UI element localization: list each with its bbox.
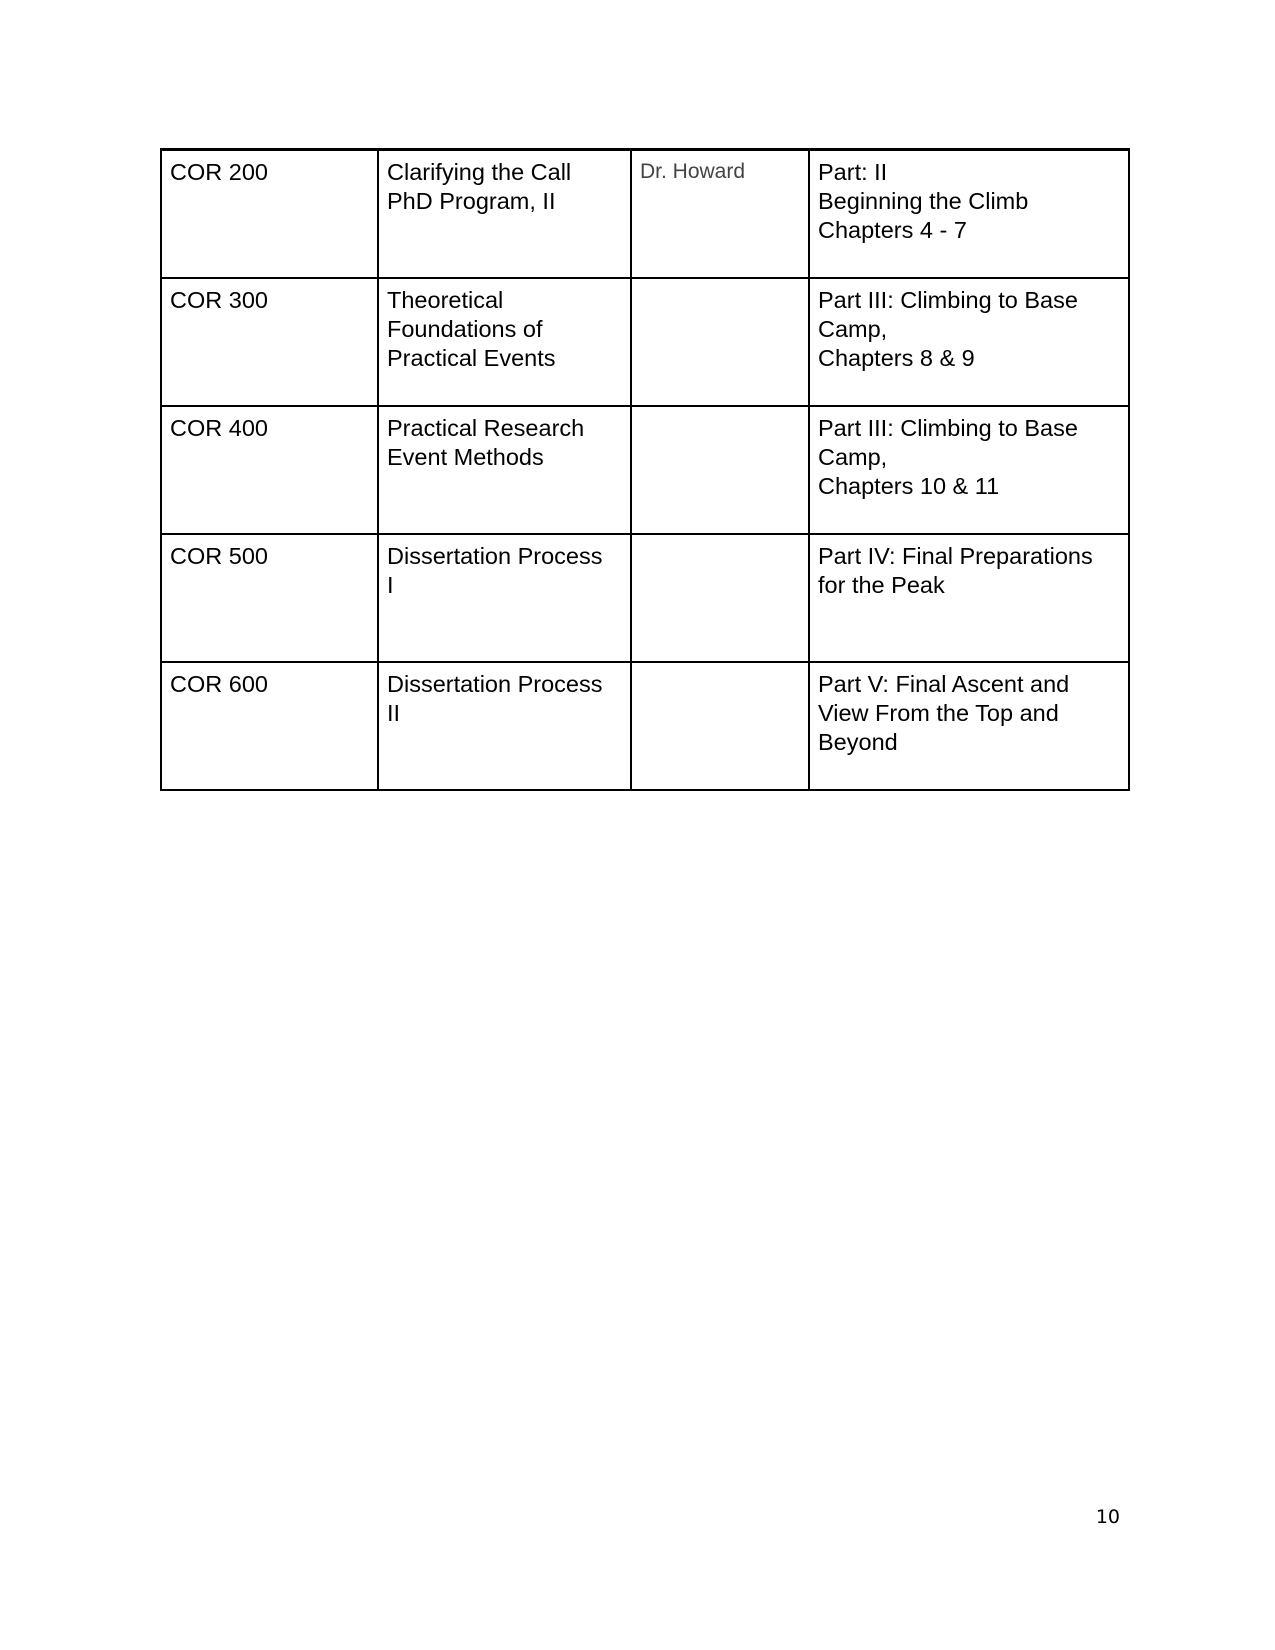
course-code: COR 600 (170, 670, 268, 697)
course-title-cell (378, 662, 631, 790)
course-title-line: Foundations of (387, 315, 543, 342)
instructor-cell (631, 534, 809, 662)
instructor-cell (631, 662, 809, 790)
course-title-line: Practical Research (387, 414, 585, 441)
course-code-cell (161, 278, 378, 406)
course-code-cell (161, 534, 378, 662)
reading-line: Beyond (818, 728, 898, 755)
course-code-cell (161, 406, 378, 534)
course-title-line: Dissertation Process (387, 542, 603, 569)
course-title-line: Dissertation Process (387, 670, 603, 697)
course-schedule-table (160, 148, 1130, 791)
reading-line: for the Peak (818, 571, 945, 598)
reading-line: Beginning the Climb (818, 188, 1029, 214)
reading-line: Chapters 10 & 11 (818, 472, 1000, 499)
course-code: COR 200 (170, 159, 268, 185)
instructor-cell (631, 278, 809, 406)
table-row (161, 534, 1129, 662)
course-code: COR 300 (170, 286, 268, 313)
course-title-cell (378, 150, 631, 278)
course-title-line: II (387, 699, 401, 726)
reading-line: Part III: Climbing to Base (818, 414, 1078, 441)
course-title-line: I (387, 571, 394, 598)
reading-line: Part: II (818, 159, 888, 185)
table-row (161, 662, 1129, 790)
reading-line: Camp, (818, 443, 888, 470)
course-code: COR 500 (170, 542, 268, 569)
reading-line: Part IV: Final Preparations (818, 542, 1093, 569)
reading-cell (809, 662, 1129, 790)
reading-cell (809, 406, 1129, 534)
reading-cell (809, 150, 1129, 278)
instructor-name: Dr. Howard (640, 160, 746, 183)
course-title-line: Clarifying the Call (387, 159, 572, 185)
course-code: COR 400 (170, 414, 268, 441)
reading-cell (809, 278, 1129, 406)
table-row (161, 406, 1129, 534)
instructor-cell (631, 150, 809, 278)
reading-line: Chapters 8 & 9 (818, 344, 975, 371)
table-row (161, 278, 1129, 406)
course-code-cell (161, 150, 378, 278)
reading-cell (809, 534, 1129, 662)
reading-line: Chapters 4 - 7 (818, 217, 967, 243)
reading-line: View From the Top and (818, 699, 1059, 726)
course-title-line: Event Methods (387, 443, 544, 470)
course-code-cell (161, 662, 378, 790)
table-row (161, 150, 1129, 278)
page-number: 10 (1095, 1506, 1120, 1528)
reading-line: Part III: Climbing to Base (818, 286, 1078, 313)
course-title-cell (378, 534, 631, 662)
course-title-line: PhD Program, II (387, 188, 556, 214)
instructor-cell (631, 406, 809, 534)
reading-line: Camp, (818, 315, 888, 342)
course-title-line: Practical Events (387, 344, 556, 371)
course-title-cell (378, 278, 631, 406)
course-title-cell (378, 406, 631, 534)
reading-line: Part V: Final Ascent and (818, 670, 1070, 697)
course-title-line: Theoretical (387, 286, 504, 313)
